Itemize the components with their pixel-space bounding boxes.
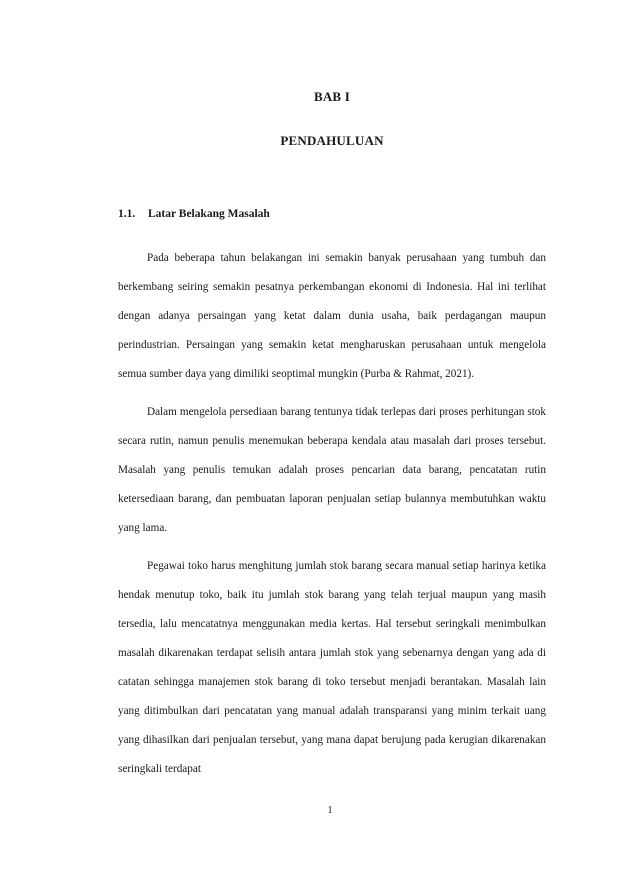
chapter-label: BAB I — [313, 89, 351, 104]
section-number: 1.1. — [118, 208, 136, 220]
section-title: Latar Belakang Masalah — [148, 208, 270, 220]
page-number: 1 — [327, 805, 333, 816]
paragraph: Dalam mengelola persediaan barang tentunya tidak terlepas dari proses perhitungan stok secara rutin, namun penulis menemukan beberapa kendala atau masalah dari proses tersebut. Masalah yang penulis temukan adalah proses pencarian data barang, pencatatan rutin ketersediaan barang, dan pembuatan laporan penjualan setiap bulannya membutuhkan waktu yang lama. — [118, 406, 546, 534]
paragraph: Pegawai toko harus menghitung jumlah stok barang secara manual setiap harinya ketika hendak menutup toko, baik itu jumlah stok barang yang telah terjual maupun yang masih tersedia, lalu mencatatnya menggunakan media kertas. Hal tersebut seringkali menimbulkan masalah dikarenakan terdapat selisih antara jumlah stok yang sebenarnya dengan yang ada di catatan sehingga manajemen stok barang di toko tersebut menjadi berantakan. Masalah lain yang ditimbulkan dari pencatatan yang manual adalah transparansi yang minim terkait uang yang dihasilkan dari penjualan tersebut, yang mana dapat berujung pada kerugian dikarenakan seringkali terdapat — [118, 560, 546, 775]
chapter-title: PENDAHULUAN — [280, 133, 384, 148]
body-text — [118, 244, 546, 784]
section-heading — [118, 208, 270, 220]
paragraph: Pada beberapa tahun belakangan ini semakin banyak perusahaan yang tumbuh dan berkembang seiring semakin pesatnya perkembangan ekonomi di Indonesia. Hal ini terlihat dengan adanya persaingan yang ketat dalam dunia usaha, baik perdagangan maupun perindustrian. Persaingan yang semakin ketat mengharuskan perusahaan untuk mengelola semua sumber daya yang dimiliki seoptimal mungkin (Purba & Rahmat, 2021). — [118, 252, 546, 380]
